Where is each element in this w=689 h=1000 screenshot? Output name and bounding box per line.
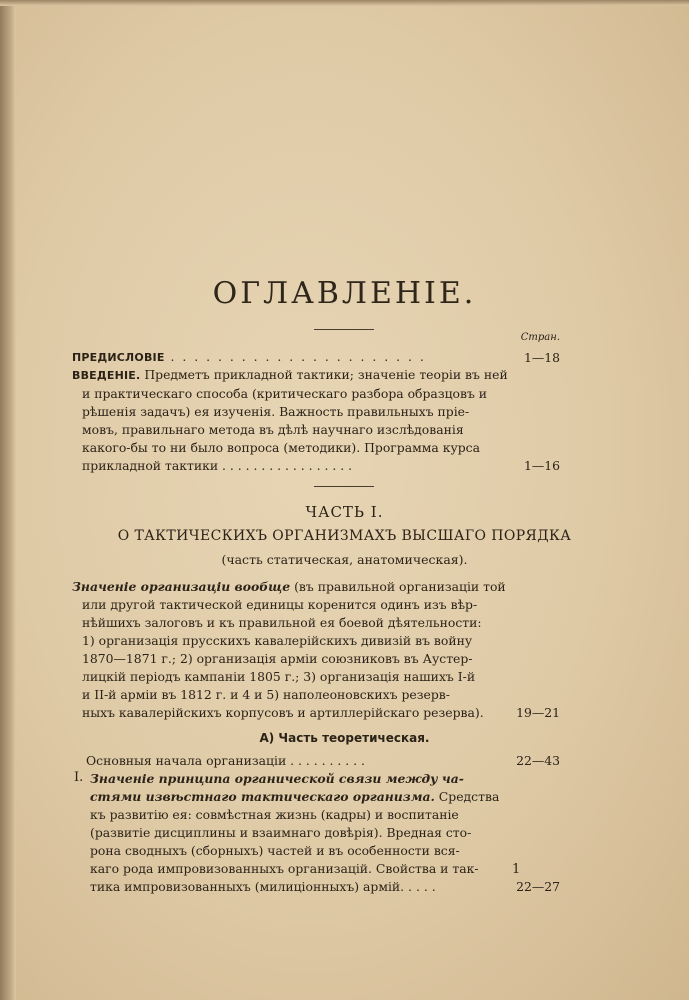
- part-title: ЧАСТЬ I.: [305, 503, 384, 521]
- toc-line: 1) организація прусскихъ кавалерійскихъ дивизій въ войну: [82, 633, 473, 648]
- toc-entry-introduction: [72, 366, 560, 475]
- toc-entry-item-one: [90, 770, 560, 896]
- toc-page-range: 22—27: [516, 879, 560, 894]
- book-spine: [0, 0, 16, 1000]
- toc-text: (въ правильной организаціи той: [294, 579, 506, 594]
- toc-text: Средства: [438, 789, 500, 804]
- toc-line: Основныя начала организаціи . . . . . . . . . .: [86, 753, 365, 768]
- toc-line: къ развитію ея: совмѣстная жизнь (кадры) и воспитаніе: [90, 807, 459, 822]
- toc-entry-basics: [86, 752, 560, 770]
- toc-line: тика импровизованныхъ (милиціонныхъ) армій. . . . .: [90, 879, 436, 894]
- toc-line: прикладной тактики . . . . . . . . . . . . . . . . .: [82, 458, 353, 473]
- page-title: ОГЛАВЛЕНІЕ.: [212, 276, 477, 311]
- sheet-number: 1: [512, 862, 521, 877]
- toc-text: стями извѣстнаго тактическаго организма.: [90, 789, 435, 804]
- toc-line: и II-й арміи въ 1812 г. и 4 и 5) наполеоновскихъ резерв-: [82, 687, 450, 702]
- toc-line: рона сводныхъ (сборныхъ) частей и въ особенности вся-: [90, 843, 460, 858]
- toc-page-range: 1—18: [523, 350, 560, 365]
- toc-line: 1870—1871 г.; 2) организація арміи союзниковъ въ Аустер-: [82, 651, 473, 666]
- part-note: (часть статическая, анатомическая).: [221, 552, 468, 567]
- toc-entry-organization: [72, 578, 560, 722]
- toc-line: лицкій періодъ кампаніи 1805 г.; 3) организація нашихъ I-й: [82, 669, 476, 684]
- item-numeral: I.: [74, 770, 84, 785]
- toc-line: (развитіе дисциплины и взаимнаго довѣрія). Вредная сто-: [90, 825, 472, 840]
- toc-line: мовъ, правильнаго метода въ дѣлѣ научнаго изслѣдованія: [82, 422, 464, 437]
- toc-line: каго рода импровизованныхъ организацій. Свойства и так-: [90, 861, 479, 876]
- toc-label: ПРЕДИСЛОВІЕ: [72, 351, 165, 364]
- section-heading: А) Часть теоретическая.: [259, 731, 430, 745]
- toc-line: или другой тактической единицы коренится одинъ изъ вѣр-: [82, 597, 478, 612]
- title-divider: [314, 329, 374, 330]
- toc-line: рѣшенія задачъ) ея изученія. Важность правильныхъ пріе-: [82, 404, 470, 419]
- toc-line: [90, 788, 500, 806]
- part-subtitle: О ТАКТИЧЕСКИХЪ ОРГАНИЗМАХЪ ВЫСШАГО ПОРЯДКА: [117, 528, 572, 544]
- toc-line: Значеніе принципа органической связи между ча-: [90, 771, 464, 786]
- toc-label: ВВЕДЕНІЕ.: [72, 369, 141, 382]
- toc-line: [72, 578, 506, 596]
- toc-text: Предметъ прикладной тактики; значеніе теоріи въ ней: [144, 367, 508, 382]
- toc-entry-preface: [72, 348, 560, 367]
- toc-line: ныхъ кавалерійскихъ корпусовъ и артиллерійскаго резерва).: [82, 705, 484, 720]
- toc-leader: . . . . . . . . . . . . . . . . . . . . . .: [164, 349, 426, 364]
- page-top-edge: [0, 0, 689, 6]
- toc-label: Значеніе организаціи вообще: [72, 579, 291, 594]
- toc-line: [72, 348, 492, 367]
- toc-line: нѣйшихъ залоговъ и къ правильной ея боевой дѣятельности:: [82, 615, 482, 630]
- toc-line: [72, 366, 508, 385]
- part-divider: [314, 486, 374, 487]
- toc-page-range: 1—16: [523, 458, 560, 473]
- toc-line: и практическаго способа (критическаго разбора образцовъ и: [82, 386, 488, 401]
- page-column-label: Стран.: [520, 332, 560, 343]
- toc-line: какого-бы то ни было вопроса (методики). Программа курса: [82, 440, 481, 455]
- toc-page-range: 22—43: [516, 753, 560, 768]
- toc-page-range: 19—21: [516, 705, 560, 720]
